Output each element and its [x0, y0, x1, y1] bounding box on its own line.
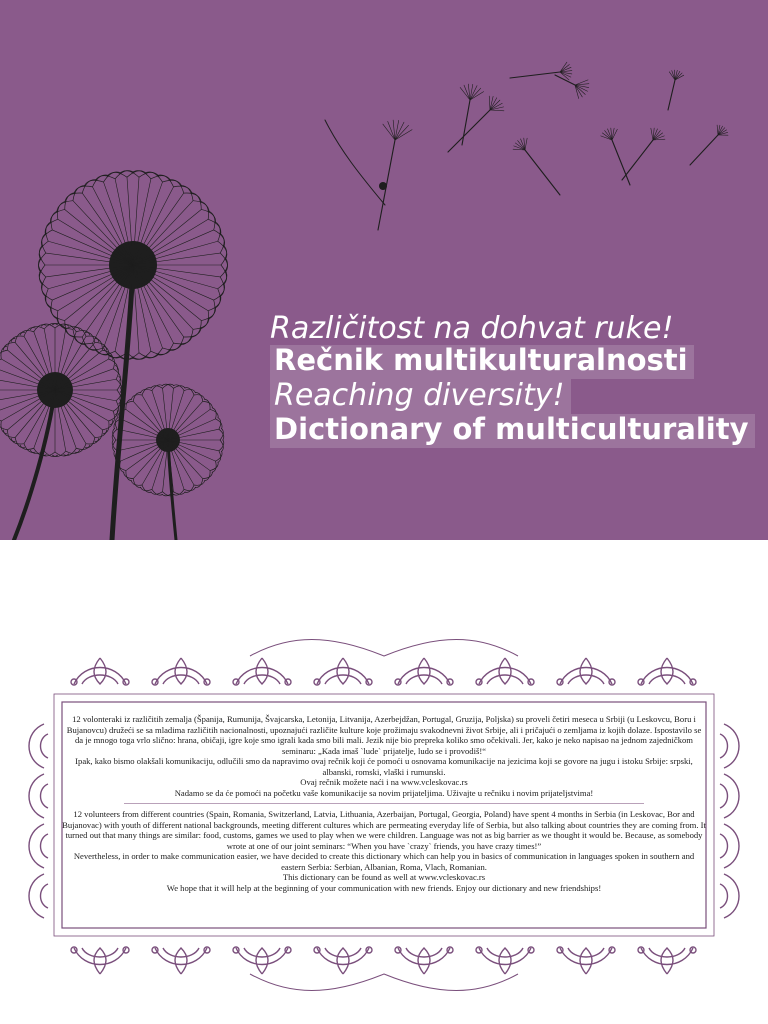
title-english-italic: Reaching diversity! — [270, 379, 571, 414]
title-serbian-italic: Različitost na dohvat ruke! — [270, 311, 674, 346]
intro-sr-paragraph-3: Ovaj rečnik možete naći i na www.vcleskovac.rs — [300, 777, 468, 787]
intro-en-paragraph-2: Nevertheless, in order to make communication easier, we have decided to create this dictionary which can help you in basics of communication in languages spoken in southern and eastern Serbia: Serbian, Albanian, Roma, Vlach, Romanian. — [73, 851, 695, 872]
intro-sr-paragraph-2: Ipak, kako bismo olakšali komunikaciju, odlučili smo da napravimo ovaj rečnik koji će pomoći u osnovama komunikacije na jezicima koji se govore na jugu i istoku Srbije: srpski, albanski, romski, vlaški i rumunski. — [75, 756, 693, 777]
section-divider — [124, 803, 644, 804]
intro-sr-paragraph-1: 12 volonteraki iz različitih zemalja (Španija, Rumunija, Švajcarska, Letonija, Litvanija, Azerbejdžan, Portugal, Gruzija, Poljska) su proveli četiri meseca u Srbiji (u Leskovcu, Boru i Bujanovcu) družeći se sa mladima različitih nacionalnosti, upoznajući različite kulture koje prožimaju svakodnevni život Srbije, ali i pričajući o zemljama iz kojih dolaze. Ispostavilo se da je mnogo toga vrlo slično: hrana, običaji, igre koje smo igrali kada smo bili mali. Jezik nije bio prepreka koliko smo očekivali. Jer, kako je neko napisao na jednom zajedničkom seminaru: „Kada imaš `lude` prijatelje, ludo se i provodiš!“ — [66, 714, 702, 756]
intro-text — [62, 714, 706, 924]
cover-titles — [270, 312, 755, 448]
title-english-bold: Dictionary of multiculturality — [270, 414, 755, 448]
title-serbian-bold: Rečnik multikulturalnosti — [270, 345, 694, 379]
ornamental-frame — [0, 636, 768, 994]
intro-en-paragraph-4: We hope that it will help at the beginning of your communication with new friends. Enjoy our dictionary and new friendships! — [166, 882, 602, 893]
intro-en-paragraph-1: 12 volunteers from different countries (Spain, Romania, Switzerland, Latvia, Lithuania, Azerbaijan, Portugal, Georgia, Poland) have spent 4 months in Serbia (in Leskovac, Bor and Bujanovac) with youth of different national backgrounds, meeting different cultures which are permeating everyday life of Serbia, but also talking about countries they are coming from. It turned out that many things are similar: food, customs, games we used to play when we were children. Language was not as big barrier as we thought it would be. Because, as somebody wrote at one of our joint seminars: “When you have `crazy` friends, you have crazy times!” — [62, 809, 706, 851]
intro-en-paragraph-3: This dictionary can be found as well at www.vcleskovac.rs — [282, 872, 486, 882]
intro-sr-paragraph-4: Nadamo se da će pomoći na početku vaše komunikacije sa novim prijateljima. Uživajte u rečniku i novim prijateljstvima! — [174, 787, 594, 798]
